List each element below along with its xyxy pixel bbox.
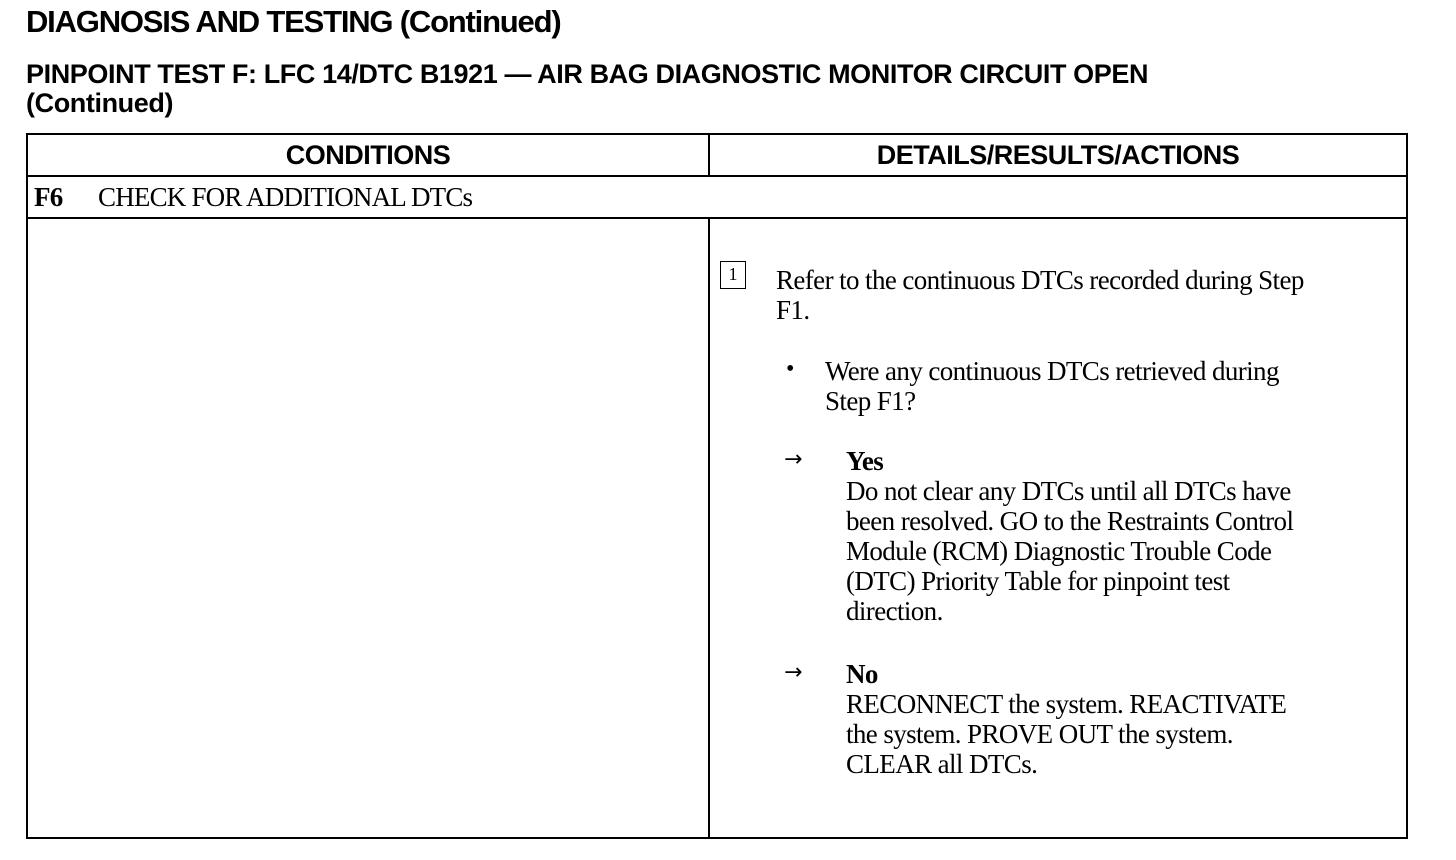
arrow-right-icon: →	[784, 660, 803, 685]
instruction-line: F1.	[776, 295, 810, 325]
step-id: F6	[34, 182, 63, 212]
result-no-line: the system. PROVE OUT the system.	[846, 719, 1233, 749]
result-yes-line: been resolved. GO to the Restraints Control	[846, 506, 1294, 536]
result-yes-line: Do not clear any DTCs until all DTCs have	[846, 476, 1291, 506]
pinpoint-test-table	[26, 133, 1408, 839]
bullet-icon: •	[786, 356, 795, 382]
result-yes-line: direction.	[846, 596, 943, 626]
result-no-line: RECONNECT the system. REACTIVATE	[846, 689, 1287, 719]
result-no-line: CLEAR all DTCs.	[846, 749, 1038, 779]
result-yes-label: Yes	[846, 446, 884, 476]
pinpoint-test-title-line1: PINPOINT TEST F: LFC 14/DTC B1921 — AIR BAG DIAGNOSTIC MONITOR CIRCUIT OPEN	[26, 59, 1149, 89]
question-line: Were any continuous DTCs retrieved during	[825, 356, 1279, 386]
result-yes-block	[846, 446, 1293, 626]
step-title: CHECK FOR ADDITIONAL DTCs	[98, 182, 473, 212]
column-header-conditions: CONDITIONS	[285, 140, 451, 170]
result-yes-line: (DTC) Priority Table for pinpoint test	[846, 566, 1230, 596]
step-divider	[28, 217, 1406, 219]
column-header-details: DETAILS/RESULTS/ACTIONS	[876, 140, 1240, 170]
pinpoint-test-title-line2: (Continued)	[26, 88, 174, 118]
column-divider-header	[708, 135, 710, 175]
result-no-label: No	[846, 659, 878, 689]
question-text	[825, 356, 1279, 416]
step-number-box: 1	[720, 261, 746, 289]
instruction-line: Refer to the continuous DTCs recorded during Step	[776, 265, 1304, 295]
page-title: DIAGNOSIS AND TESTING (Continued)	[26, 4, 561, 39]
instruction-text	[776, 265, 1304, 325]
step-row	[34, 177, 472, 217]
arrow-right-icon: →	[784, 447, 803, 472]
pinpoint-test-title	[26, 60, 1148, 118]
question-line: Step F1?	[825, 386, 916, 416]
result-yes-line: Module (RCM) Diagnostic Trouble Code	[846, 536, 1272, 566]
column-divider-body	[708, 219, 710, 839]
result-no-block	[846, 659, 1286, 779]
